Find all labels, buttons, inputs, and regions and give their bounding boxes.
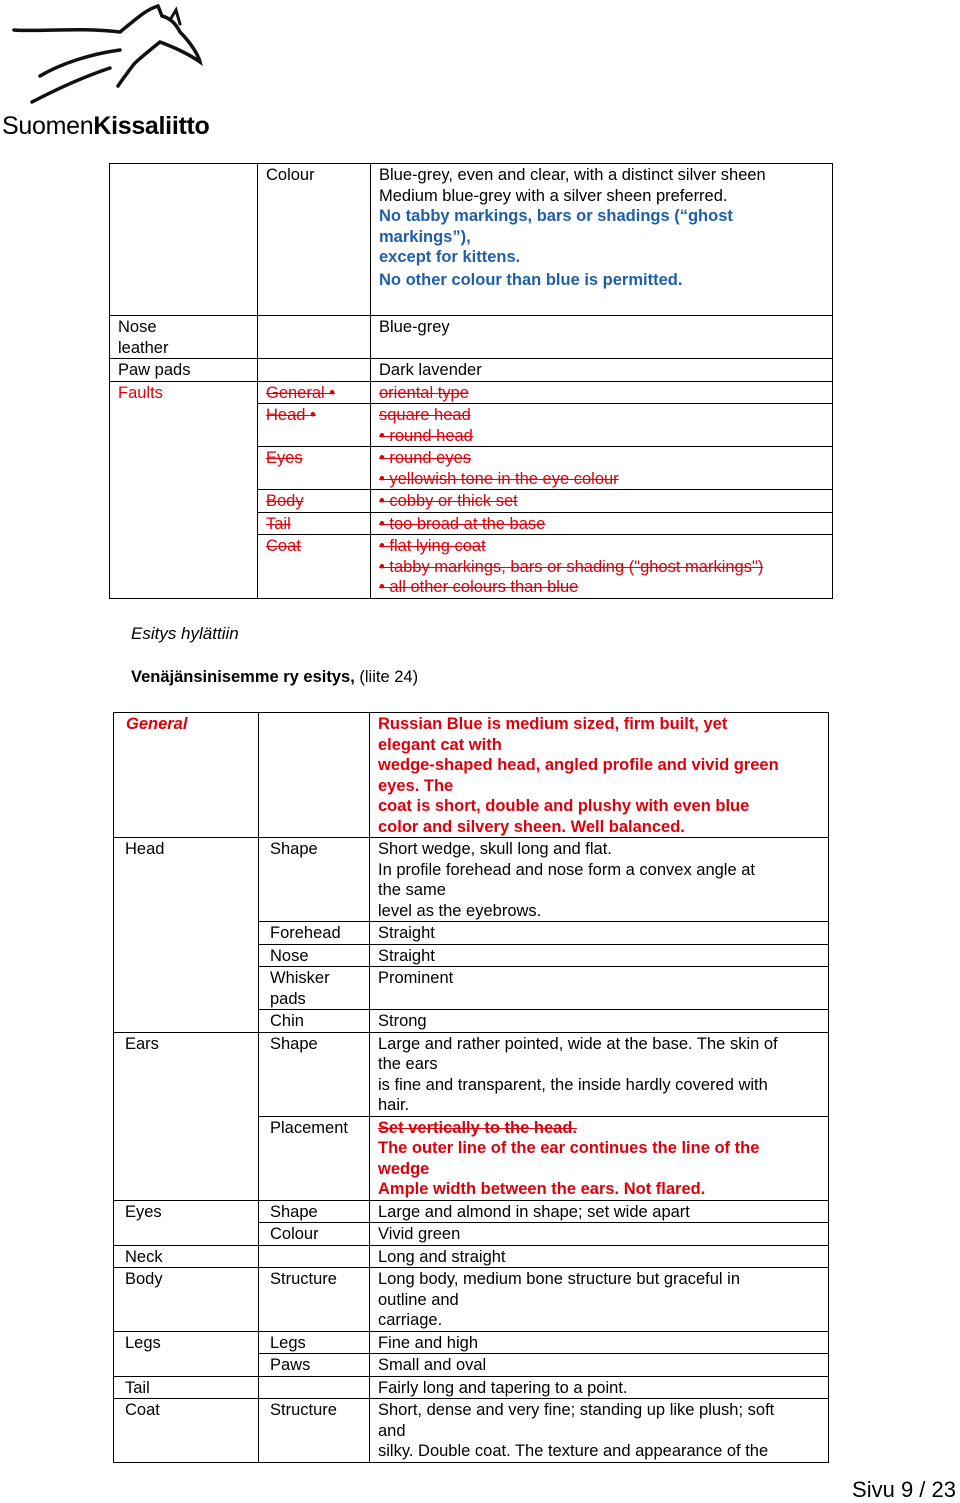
table-row: [110, 164, 833, 316]
fault-general-label: General •: [258, 381, 371, 404]
table-row: [114, 1200, 829, 1223]
table-row: [114, 1245, 829, 1268]
ears-shape-label: Shape: [259, 1032, 370, 1116]
colour-label: Colour: [258, 164, 371, 316]
paws-label: Paws: [259, 1354, 370, 1377]
logo: [0, 0, 210, 140]
general-label: General: [114, 713, 259, 838]
nose-label: Nose: [259, 944, 370, 967]
placement-value: Set vertically to the head. The outer line of the ear continues the line of the wedge Ample width between the ears. Not flared.: [370, 1116, 829, 1200]
legs-label: Legs: [114, 1331, 259, 1376]
head-label: Head: [114, 838, 259, 1033]
table-row: [114, 1331, 829, 1354]
neck-label: Neck: [114, 1245, 259, 1268]
fault-body-value: • cobby or thick set: [371, 490, 833, 513]
coat-structure-label: Structure: [259, 1399, 370, 1463]
table-row: [110, 381, 833, 404]
eyes-colour-value: Vivid green: [370, 1223, 829, 1246]
paws-value: Small and oval: [370, 1354, 829, 1377]
rejected-note: Esitys hylättiin: [131, 624, 239, 643]
ears-shape-value: Large and rather pointed, wide at the base. The skin of the ears is fine and transparent, the inside hardly covered with hair.: [370, 1032, 829, 1116]
whisker-pads-label: Whisker pads: [259, 967, 370, 1010]
cat-logo-icon: [10, 2, 210, 114]
eyes-shape-label: Shape: [259, 1200, 370, 1223]
table-row: [114, 838, 829, 922]
legs-value: Fine and high: [370, 1331, 829, 1354]
fault-eyes-value: • round eyes • yellowish tone in the eye colour: [371, 447, 833, 490]
ears-label: Ears: [114, 1032, 259, 1200]
fault-general-value: oriental type: [371, 381, 833, 404]
colour-value: Blue-grey, even and clear, with a distinct silver sheen Medium blue-grey with a silver sheen preferred. No tabby markings, bars or shadings (“ghost markings”), except for kittens. No other colour than blue is permitted.: [371, 164, 833, 316]
head-shape-value: Short wedge, skull long and flat. In profile forehead and nose form a convex angle at the same level as the eyebrows.: [370, 838, 829, 922]
table-row: [110, 359, 833, 382]
table-row: [114, 713, 829, 838]
breed-standard-table: [109, 163, 833, 599]
eyes-label: Eyes: [114, 1200, 259, 1245]
faults-label: Faults: [110, 381, 258, 598]
neck-value: Long and straight: [370, 1245, 829, 1268]
coat-label: Coat: [114, 1399, 259, 1463]
fault-eyes-label: Eyes: [258, 447, 371, 490]
chin-value: Strong: [370, 1010, 829, 1033]
proposal-table: [113, 712, 829, 1463]
forehead-value: Straight: [370, 922, 829, 945]
nose-leather-label: Nose leather: [110, 316, 258, 359]
nose-value: Straight: [370, 944, 829, 967]
legs-sub-label: Legs: [259, 1331, 370, 1354]
fault-coat-value: • flat lying coat • tabby markings, bars or shading ("ghost markings") • all other colours than blue: [371, 535, 833, 599]
head-shape-label: Shape: [259, 838, 370, 922]
fault-coat-label: Coat: [258, 535, 371, 599]
table-row: [114, 1376, 829, 1399]
forehead-label: Forehead: [259, 922, 370, 945]
page-number: Sivu 9 / 23: [852, 1477, 956, 1502]
body-label: Body: [114, 1268, 259, 1332]
fault-body-label: Body: [258, 490, 371, 513]
placement-label: Placement: [259, 1116, 370, 1200]
nose-leather-value: Blue-grey: [371, 316, 833, 359]
proposal-heading: Venäjänsinisemme ry esitys, (liite 24): [131, 668, 419, 686]
logo-text: SuomenKissaliitto: [2, 112, 210, 140]
coat-structure-value: Short, dense and very fine; standing up like plush; soft and silky. Double coat. The texture and appearance of the: [370, 1399, 829, 1463]
whisker-pads-value: Prominent: [370, 967, 829, 1010]
table-row: [114, 1399, 829, 1463]
fault-tail-label: Tail: [258, 512, 371, 535]
tail-value: Fairly long and tapering to a point.: [370, 1376, 829, 1399]
paw-pads-value: Dark lavender: [371, 359, 833, 382]
table-row: [114, 1032, 829, 1116]
fault-head-value: square head • round head: [371, 404, 833, 447]
chin-label: Chin: [259, 1010, 370, 1033]
eyes-colour-label: Colour: [259, 1223, 370, 1246]
body-structure-value: Long body, medium bone structure but graceful in outline and carriage.: [370, 1268, 829, 1332]
paw-pads-label: Paw pads: [110, 359, 258, 382]
general-value: Russian Blue is medium sized, firm built, yet elegant cat with wedge-shaped head, angled profile and vivid green eyes. The coat is short, double and plushy with even blue color and silvery sheen. Well balanced.: [370, 713, 829, 838]
table-row: [114, 1268, 829, 1332]
tail-label: Tail: [114, 1376, 259, 1399]
fault-tail-value: • too broad at the base: [371, 512, 833, 535]
fault-head-label: Head •: [258, 404, 371, 447]
eyes-shape-value: Large and almond in shape; set wide apart: [370, 1200, 829, 1223]
table-row: [110, 316, 833, 359]
body-structure-label: Structure: [259, 1268, 370, 1332]
